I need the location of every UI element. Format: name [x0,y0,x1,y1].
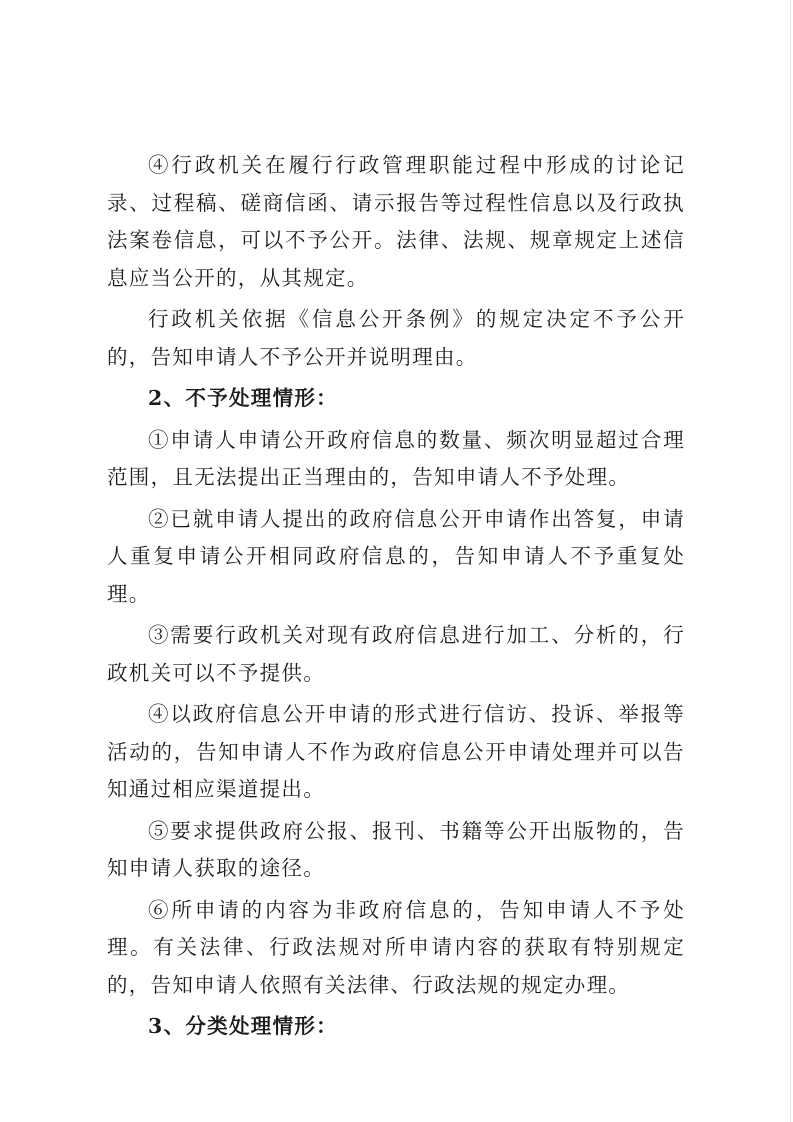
paragraph-item-4-petition-form: ④以政府信息公开申请的形式进行信访、投诉、举报等活动的，告知申请人不作为政府信息公开申请处理并可以告知通过相应渠道提出。 [107,702,685,801]
paragraph-item-4-process-info: ④行政机关在履行行政管理职能过程中形成的讨论记录、过程稿、磋商信函、请示报告等过程性信息以及行政执法案卷信息，可以不予公开。法律、法规、规章规定上述信息应当公开的，从其规定。 [107,153,685,290]
section-heading-no-processing: 2、不予处理情形： [148,386,338,410]
section-heading-classified-processing: 3、分类处理情形： [148,1014,338,1038]
paragraph-item-1-excessive-requests: ①申请人申请公开政府信息的数量、频次明显超过合理范围，且无法提出正当理由的，告知申请人不予处理。 [107,427,685,489]
document-body [107,147,685,1046]
paragraph-nondisclosure-notice: 行政机关依据《信息公开条例》的规定决定不予公开的，告知申请人不予公开并说明理由。 [107,307,685,369]
scan-edge-line [790,0,791,1122]
paragraph-item-3-processing-required: ③需要行政机关对现有政府信息进行加工、分析的，行政机关可以不予提供。 [107,623,685,685]
paragraph-item-5-publications: ⑤要求提供政府公报、报刊、书籍等公开出版物的，告知申请人获取的途径。 [107,818,685,880]
paragraph-item-6-non-government-info: ⑥所申请的内容为非政府信息的，告知申请人不予处理。有关法律、行政法规对所申请内容的获取有特别规定的，告知申请人依照有关法律、行政法规的规定办理。 [107,897,685,997]
paragraph-item-2-repeat-requests: ②已就申请人提出的政府信息公开申请作出答复，申请人重复申请公开相同政府信息的，告知申请人不予重复处理。 [107,506,685,606]
